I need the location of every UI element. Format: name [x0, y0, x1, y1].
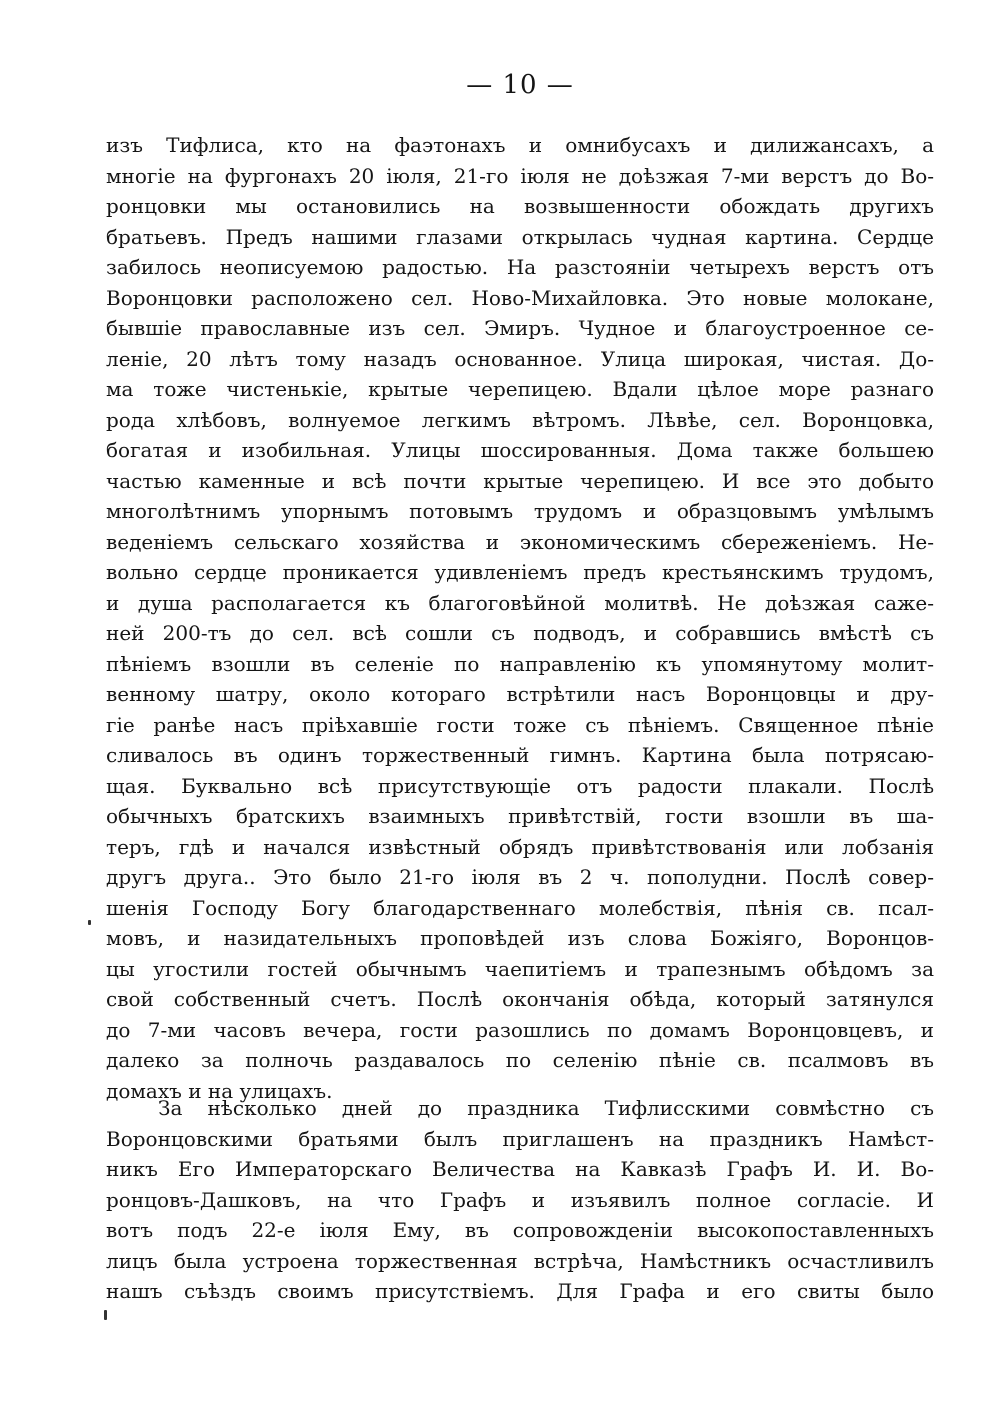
text-line: никъ Его Императорскаго Величества на Кавказѣ Графъ И. И. Во- [106, 1157, 934, 1181]
text-line: и душа располагается къ благоговѣйной молитвѣ. Не доѣзжая саже- [106, 590, 934, 615]
text-line: Воронцовскими братьями былъ приглашенъ на праздникъ Намѣст- [106, 1126, 934, 1151]
text-line: леніе, 20 лѣтъ тому назадъ основанное. Улица широкая, чистая. До- [106, 346, 934, 371]
text-line: Воронцовки расположено сел. Ново-Михайловка. Это новые молокане, [106, 285, 934, 310]
text-line: забилось неописуемою радостью. На разстояніи четырехъ верстъ отъ [106, 255, 934, 279]
scan-speck [104, 1310, 107, 1320]
text-line: нашъ съѣздъ своимъ присутствіемъ. Для Графа и его свиты было [106, 1279, 934, 1303]
text-line: цы угостили гостей обычнымъ чаепитіемъ и трапезнымъ обѣдомъ за [106, 956, 934, 981]
text-line: богатая и изобильная. Улицы шоссированныя. Дома также большею [106, 438, 934, 462]
text-line: мовъ, и назидательныхъ проповѣдей изъ слова Божіяго, Воронцов- [106, 926, 934, 950]
text-line: обычныхъ братскихъ взаимныхъ привѣтствій, гости взошли въ ша- [106, 804, 934, 828]
text-line: шенія Господу Богу благодарственнаго молебствія, пѣнія св. псал- [106, 895, 934, 920]
text-line: венному шатру, около котораго встрѣтили насъ Воронцовцы и дру- [106, 682, 934, 706]
page-number: — 10 — [466, 70, 574, 100]
text-line: ма тоже чистенькіе, крытые черепицею. Вдали цѣлое море разнаго [106, 377, 934, 401]
text-line: домахъ и на улицахъ. [106, 1078, 333, 1103]
text-line: ронцовъ-Дашковъ, на что Графъ и изъявилъ полное согласіе. И [106, 1187, 934, 1212]
text-line: далеко за полночь раздавалось по селенію пѣніе св. псалмовъ въ [106, 1048, 934, 1072]
text-line: сливалось въ одинъ торжественный гимнъ. Картина была потрясаю- [106, 743, 934, 767]
text-line: другъ друга.. Это было 21-го іюля въ 2 ч. пополудни. Послѣ совер- [106, 865, 934, 889]
paragraph-1 [106, 130, 934, 1106]
text-line: изъ Тифлиса, кто на фаэтонахъ и омнибусахъ и дилижансахъ, а [106, 133, 934, 157]
text-line: рода хлѣбовъ, волнуемое легкимъ вѣтромъ. Лѣвѣе, сел. Воронцовка, [106, 407, 934, 432]
text-line: ней 200-тъ до сел. всѣ сошли съ подводъ, и собравшись вмѣстѣ съ [106, 621, 934, 645]
text-line: ронцовки мы остановились на возвышенности обождать другихъ [106, 194, 934, 218]
text-line: гіе ранѣе насъ пріѣхавшіе гости тоже съ пѣніемъ. Священное пѣніе [106, 712, 934, 737]
text-line: пѣніемъ взошли въ селеніе по направленію къ упомянутому молит- [106, 651, 934, 676]
text-line: щая. Буквально всѣ присутствующіе отъ радости плакали. Послѣ [106, 773, 934, 798]
text-line: многіе на фургонахъ 20 іюля, 21-го іюля не доѣзжая 7-ми верстъ до Во- [106, 163, 934, 188]
text-line: частью каменные и всѣ почти крытые черепицею. И все это добыто [106, 468, 934, 493]
text-line: вольно сердце проникается удивленіемъ предъ крестьянскимъ трудомъ, [106, 560, 934, 584]
text-line: братьевъ. Предъ нашими глазами открылась чудная картина. Сердце [106, 224, 934, 249]
text-line: веденіемъ сельскаго хозяйства и экономическимъ сбереженіемъ. Не- [106, 529, 934, 554]
text-line: За нѣсколько дней до праздника Тифлисскими совмѣстно съ [158, 1096, 934, 1120]
text-line: многолѣтнимъ упорнымъ потовымъ трудомъ и образцовымъ умѣлымъ [106, 499, 934, 523]
text-line: свой собственный счетъ. Послѣ окончанія обѣда, который затянулся [106, 987, 934, 1011]
scan-speck [88, 920, 91, 925]
text-line: теръ, гдѣ и начался извѣстный обрядъ привѣтствованія или лобзанія [106, 834, 934, 859]
text-line: лицъ была устроена торжественная встрѣча, Намѣстникъ осчастливилъ [106, 1248, 934, 1273]
text-line: вотъ подъ 22-е іюля Ему, въ сопровожденіи высокопоставленныхъ [106, 1218, 934, 1242]
text-line: до 7-ми часовъ вечера, гости разошлись по домамъ Воронцовцевъ, и [106, 1017, 934, 1042]
text-line: бывшіе православные изъ сел. Эмиръ. Чудное и благоустроенное се- [106, 316, 934, 340]
paragraph-2 [106, 1093, 934, 1307]
